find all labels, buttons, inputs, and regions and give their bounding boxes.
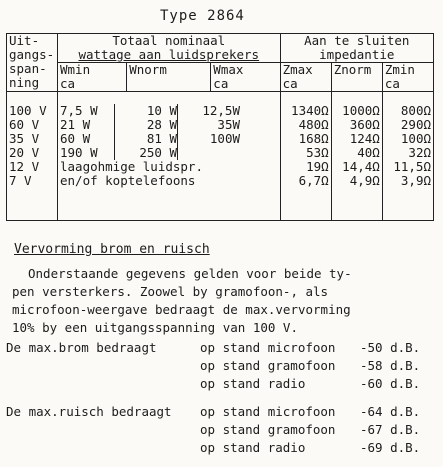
page-title: Type 2864 — [160, 8, 245, 24]
column-output-voltages: 100 V 60 V 35 V 20 V 12 V 7 V — [7, 92, 58, 221]
brom-label: De max.brom bedraagt — [6, 340, 157, 355]
header-wattage: Totaal nominaal wattage aan luidsprekers — [58, 34, 281, 63]
ruisch-value: -67 d.B. — [360, 422, 421, 437]
ruisch-label: De max.ruisch bedraagt — [6, 404, 172, 419]
ruisch-value: -64 d.B. — [360, 404, 421, 419]
ruisch-stand: op stand radio — [200, 440, 306, 455]
header-wnorm: Wnorm — [127, 63, 211, 92]
header-wmin: Wmin ca — [58, 63, 127, 92]
brom-value: -58 d.B. — [360, 358, 421, 373]
header-impedance: Aan te sluiten impedantie — [280, 34, 433, 63]
paragraph-line: microfoon-weergave bedraagt de max.vervorming — [12, 302, 351, 317]
paragraph-line: Onderstaande gegevens gelden voor beide ty- — [28, 266, 352, 281]
ruisch-stand: op stand gramofoon — [200, 422, 336, 437]
column-wnorm: 10 W 28 W 81 W 250 W — [115, 104, 178, 160]
header-output-voltage: Uit- gangs- span- ning — [7, 34, 58, 92]
header-zmin: Zmin ca — [382, 63, 433, 92]
brom-stand: op stand microfoon — [200, 340, 336, 355]
column-znorm: 1000Ω 360Ω 124Ω 40Ω 14,4Ω 4,9Ω — [331, 92, 382, 221]
ruisch-value: -69 d.B. — [360, 440, 421, 455]
paragraph-line: 10% by een uitgangsspanning van 100 V. — [12, 320, 298, 335]
column-zmax: 1340Ω 480Ω 168Ω 53Ω 19Ω 6,7Ω — [280, 92, 331, 221]
header-zmax: Zmax ca — [280, 63, 331, 92]
section-title: Vervorming brom en ruisch — [14, 242, 210, 257]
specification-table — [6, 33, 434, 221]
header-znorm: Znorm — [331, 63, 382, 92]
low-ohm-note: laagohmige luidspr. en/of koptelefoons — [60, 159, 203, 188]
column-wmax: 12,5W 35W 100W — [202, 103, 240, 146]
wattage-cell — [58, 92, 281, 221]
header-wmax: Wmax ca — [211, 63, 280, 92]
ruisch-stand: op stand microfoon — [200, 404, 336, 419]
column-wmin: 7,5 W 21 W 60 W 190 W — [58, 104, 115, 160]
column-zmin: 800Ω 290Ω 100Ω 32Ω 11,5Ω 3,9Ω — [382, 92, 433, 221]
brom-value: -50 d.B. — [360, 340, 421, 355]
paragraph-line: pen versterkers. Zoowel by gramofoon-, als — [12, 284, 329, 299]
brom-stand: op stand radio — [200, 376, 306, 391]
brom-value: -60 d.B. — [360, 376, 421, 391]
brom-stand: op stand gramofoon — [200, 358, 336, 373]
